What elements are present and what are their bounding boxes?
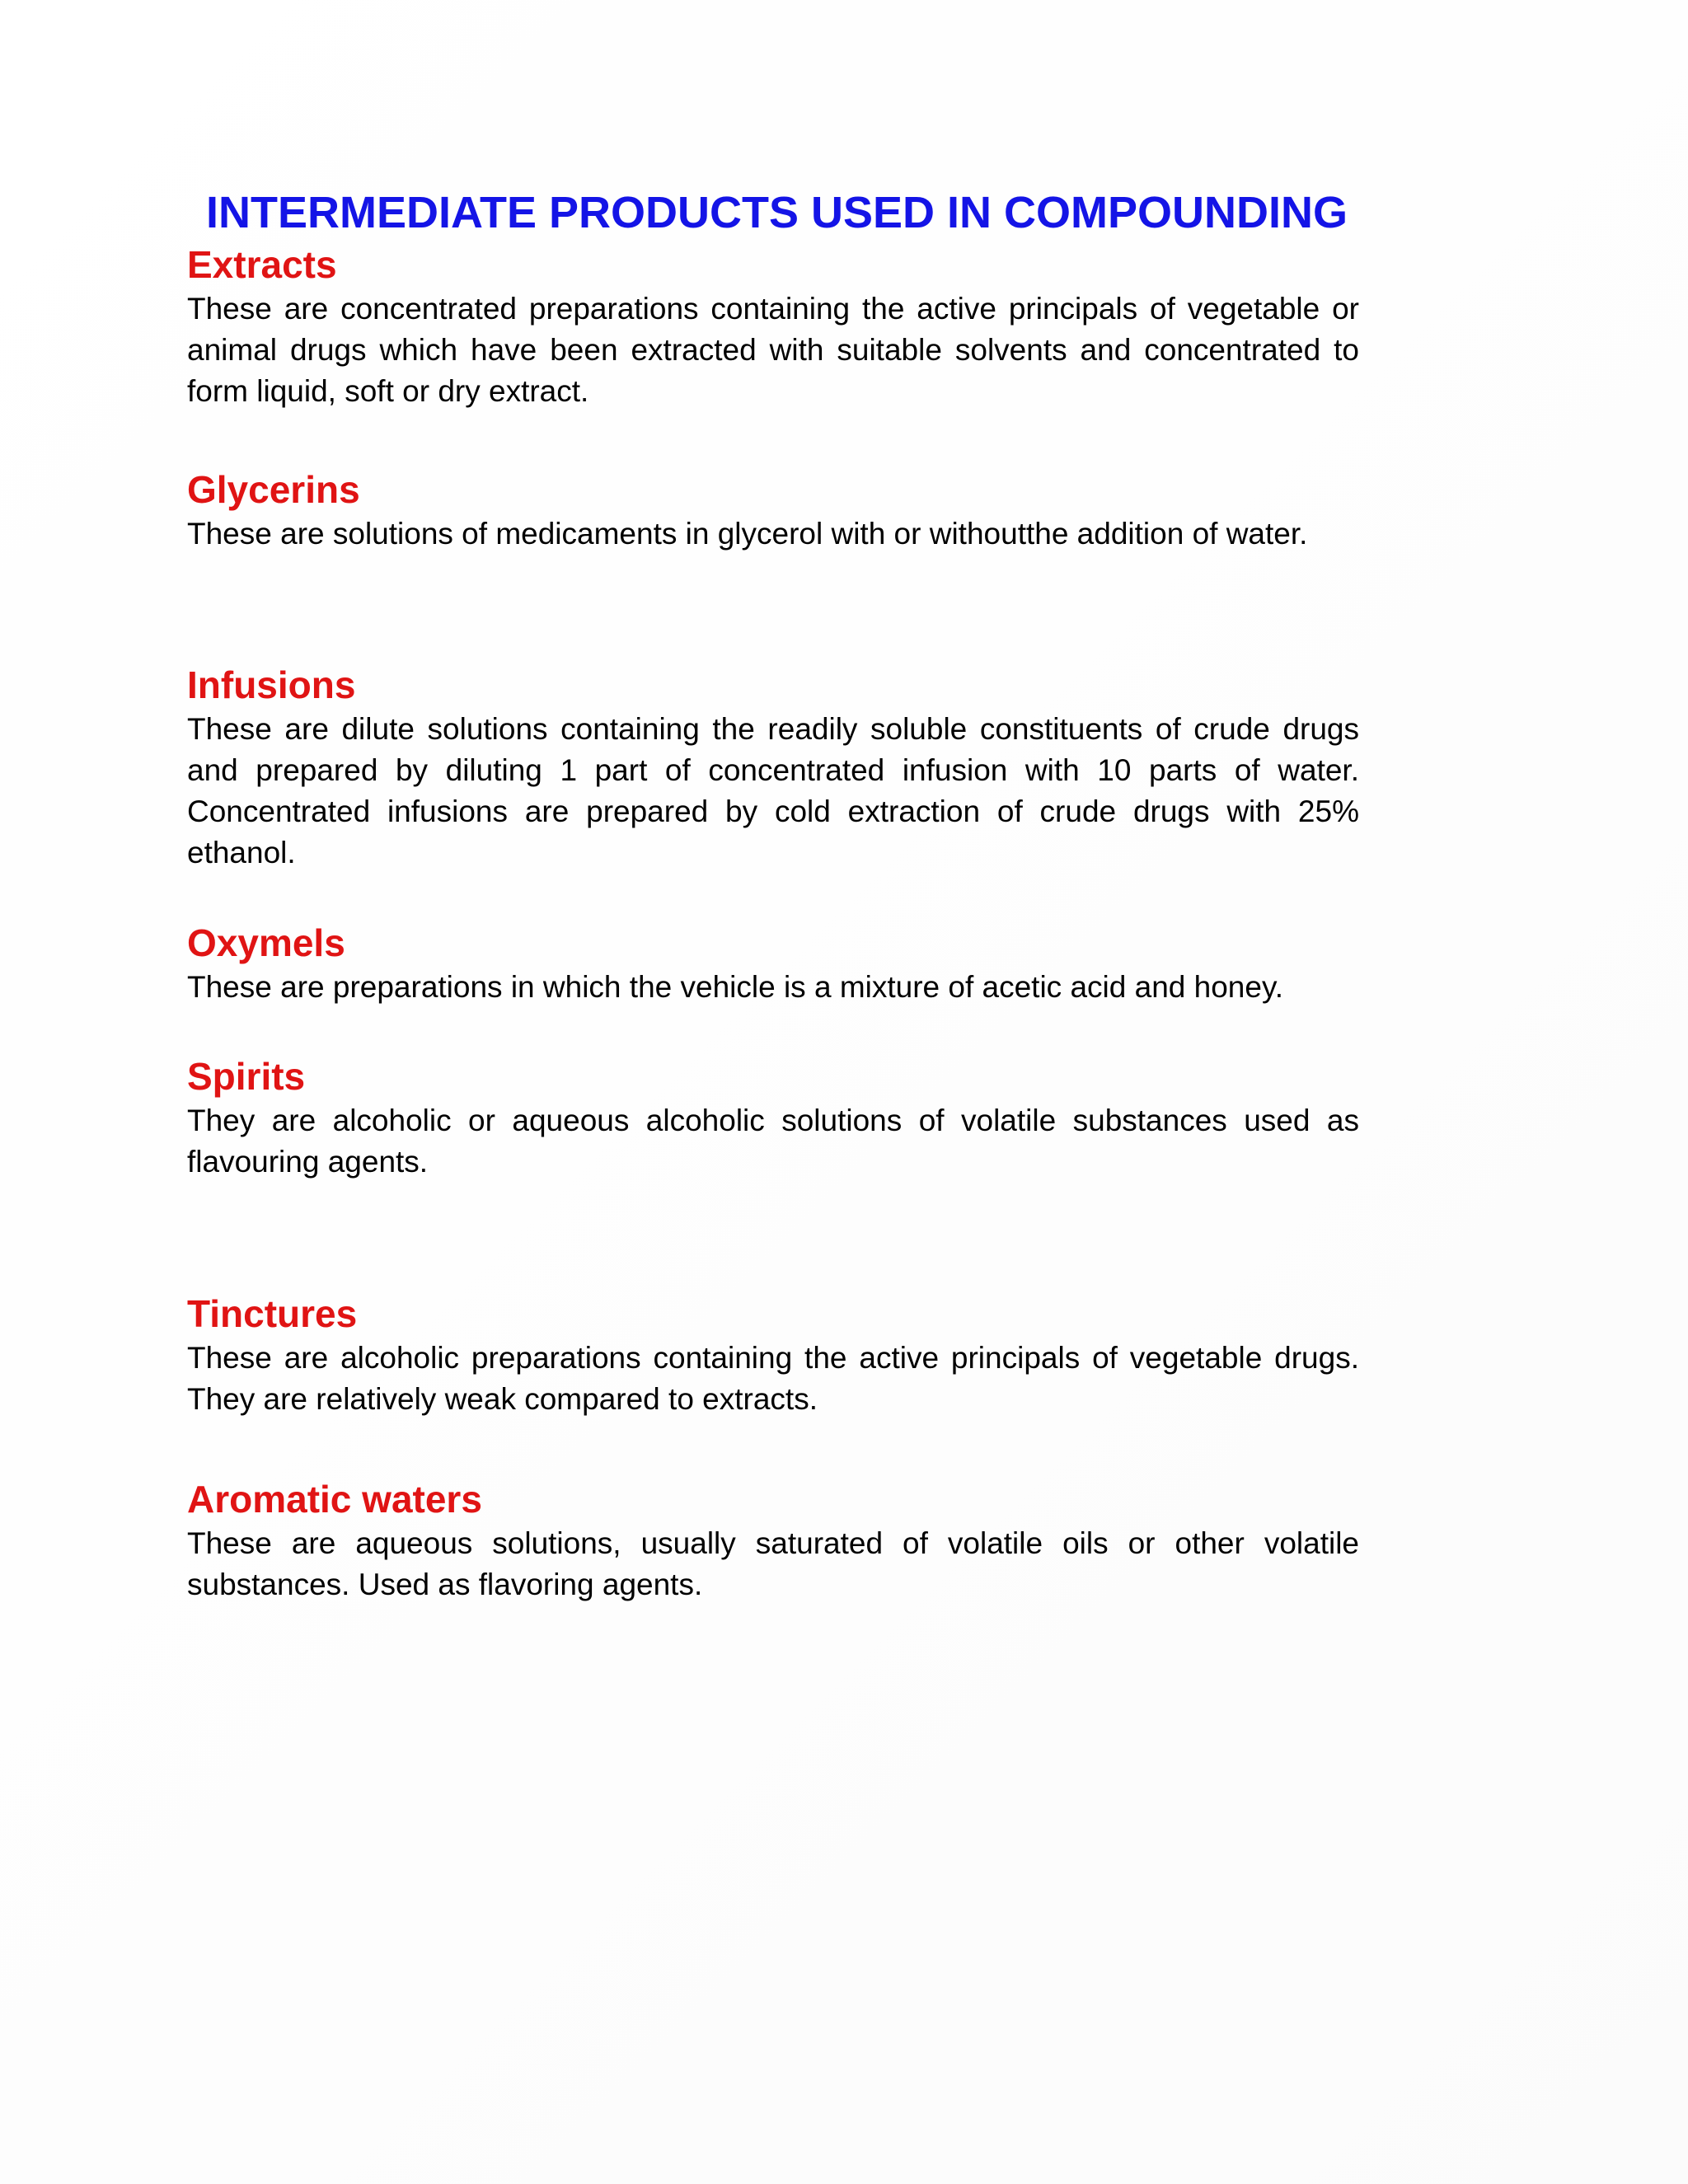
section-heading: Tinctures [187,1292,358,1335]
section-body: These are concentrated preparations containing the active principals of vegetable or animal drugs which have been extracted with suitable solvents and concentrated to form liquid, soft or dry extract. [187,292,1359,408]
section-spirits [187,1052,1359,1183]
document-title: INTERMEDIATE PRODUCTS USED IN COMPOUNDING [206,188,1348,237]
section-heading: Spirits [187,1055,306,1098]
section-heading: Oxymels [187,921,345,964]
section-body: These are aqueous solutions, usually saturated of volatile oils or other volatile substances. Used as flavoring agents. [187,1526,1359,1601]
section-body: These are preparations in which the vehicle is a mixture of acetic acid and honey. [187,970,1283,1004]
section-oxymels [187,919,1359,1008]
section-glycerins [187,466,1359,555]
section-heading: Glycerins [187,468,360,511]
section-body: These are alcoholic preparations containing the active principals of vegetable drugs. They are relatively weak compared to extracts. [187,1341,1359,1416]
section-heading: Aromatic waters [187,1478,482,1521]
section-body: They are alcoholic or aqueous alcoholic solutions of volatile substances used as flavouring agents. [187,1104,1359,1179]
section-body: These are dilute solutions containing the readily soluble constituents of crude drugs and prepared by diluting 1 part of concentrated infusion with 10 parts of water. Concentrated infusions are prepared by cold extraction of crude drugs with 25% ethanol. [187,712,1359,869]
section-aromatic-waters [187,1475,1359,1605]
section-heading: Infusions [187,663,356,706]
section-body: These are solutions of medicaments in glycerol with or withoutthe addition of water. [187,517,1308,551]
section-heading: Extracts [187,243,337,286]
section-tinctures [187,1290,1359,1420]
section-extracts [187,241,1359,412]
section-infusions [187,661,1359,874]
